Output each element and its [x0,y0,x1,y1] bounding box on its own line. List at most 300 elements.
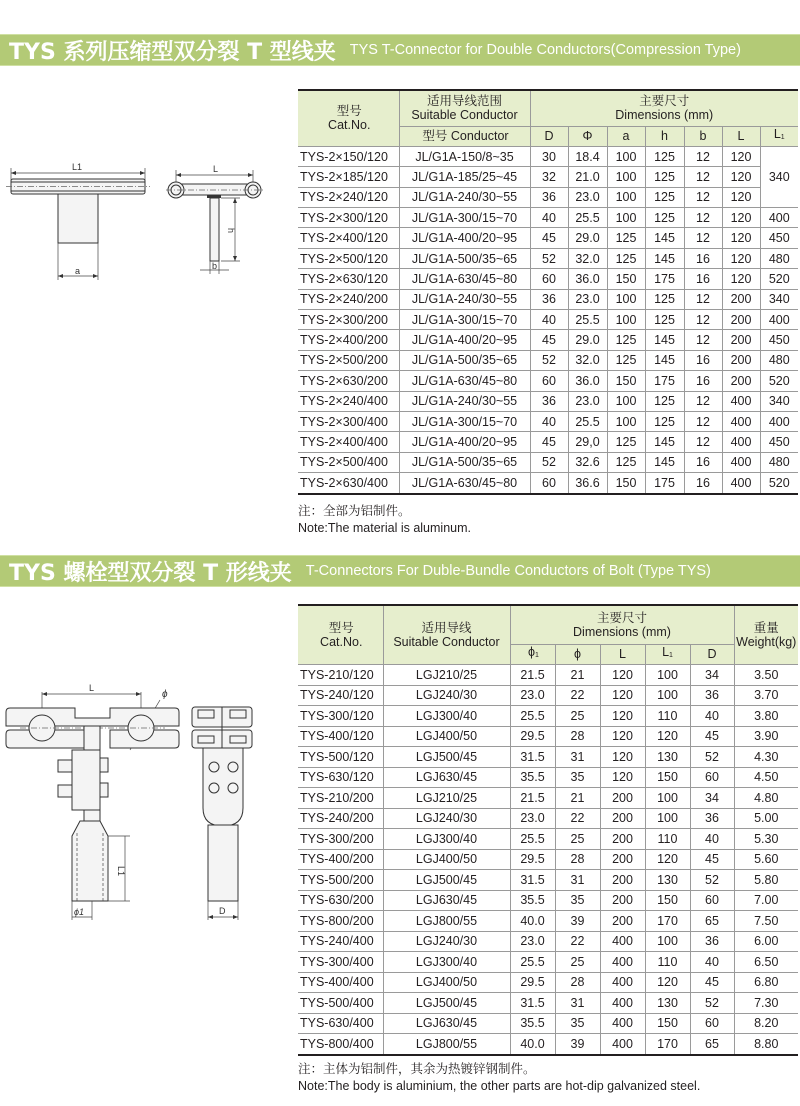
table-cell: 25.5 [510,952,555,973]
table-row [298,371,798,391]
table-row [298,685,798,706]
table-cell: 45 [690,726,734,747]
table-cell: 125 [607,228,645,248]
table-cell: 40 [690,829,734,850]
table-cell: 125 [607,350,645,370]
table-cell: 3.70 [734,685,798,706]
table-row [298,1034,798,1055]
table-cell: JL/G1A-150/8~35 [399,146,530,166]
table-cell: 36 [530,391,568,411]
table-cell: 23.0 [568,187,607,207]
table-row [298,1013,798,1034]
table-cell: JL/G1A-240/30~55 [399,187,530,207]
table-cell: 125 [645,208,684,228]
table-cell: 145 [645,452,684,472]
table-cell: 400 [760,208,798,228]
table-cell: 16 [684,473,722,494]
col-header-phi: ϕ [555,644,600,665]
table-cell: 31.5 [510,747,555,768]
table-cell: TYS-240/400 [298,931,383,952]
table-cell: 145 [645,228,684,248]
table-cell: 29,0 [568,432,607,452]
col-header-phi1: ϕ1 [510,644,555,665]
table-cell: 145 [645,330,684,350]
table-cell: 400 [600,972,645,993]
table-row [298,972,798,993]
table-cell: 40 [530,411,568,431]
table-cell: 52 [530,452,568,472]
table-cell: 22 [555,685,600,706]
table-cell: 25 [555,829,600,850]
table-cell: LGJ500/45 [383,870,510,891]
table-cell: 100 [645,665,690,686]
table-cell: 200 [600,808,645,829]
table-cell: 60 [530,269,568,289]
table-cell: TYS-210/120 [298,665,383,686]
table-cell: 3.80 [734,706,798,727]
table-cell: 32.0 [568,248,607,268]
section1-title-en: TYS T-Connector for Double Conductors(Compression Type) [349,42,741,58]
table-cell: JL/G1A-240/30~55 [399,391,530,411]
table-cell: TYS-630/120 [298,767,383,788]
section2-title-cn: TYS 螺栓型双分裂 T 形线夹 [9,560,292,586]
table-cell: 100 [645,808,690,829]
col-header-phi: Φ [568,126,607,146]
table-cell: 40 [530,310,568,330]
table-row [298,146,798,166]
col-header-L: L [600,644,645,665]
table-cell: 200 [600,870,645,891]
table-row [298,726,798,747]
table-cell: 340 [760,391,798,411]
table-cell: 120 [645,972,690,993]
table-cell: 400 [722,452,760,472]
table-cell: 16 [684,248,722,268]
section1-note [298,503,471,537]
table-cell: 45 [530,330,568,350]
table-cell: 7.50 [734,911,798,932]
col-header-cat-no: 型号 Cat.No. [298,90,399,146]
table-cell: 7.00 [734,890,798,911]
table-row [298,890,798,911]
table-cell: TYS-800/400 [298,1034,383,1055]
table-cell: TYS-2×630/400 [298,473,399,494]
table-cell: 200 [600,911,645,932]
compression-connector-front-diagram [0,150,160,290]
table-cell: 35.5 [510,1013,555,1034]
table-cell: 45 [690,849,734,870]
table-cell: 125 [645,187,684,207]
table-cell: 150 [607,473,645,494]
col-header-D: D [690,644,734,665]
table-cell: 52 [530,350,568,370]
section2-header-bar [0,555,800,587]
table-cell: 18.4 [568,146,607,166]
table-cell: LGJ240/30 [383,685,510,706]
table-cell: LGJ630/45 [383,1013,510,1034]
table-cell: 34 [690,665,734,686]
col-header-cat-no: 型号 Cat.No. [298,605,383,665]
table-cell: 340 [760,289,798,309]
table-cell: 120 [722,187,760,207]
table-cell: 23.0 [568,289,607,309]
table-cell: LGJ500/45 [383,993,510,1014]
table-row [298,767,798,788]
table-cell: 30 [530,146,568,166]
table-cell: 120 [722,167,760,187]
table-cell: 120 [600,747,645,768]
table-cell: 45 [690,972,734,993]
table-cell: 125 [607,248,645,268]
table-cell: TYS-240/200 [298,808,383,829]
table-cell: 4.30 [734,747,798,768]
table-cell: 480 [760,452,798,472]
table-row [298,706,798,727]
table-row [298,931,798,952]
table-cell: LGJ300/40 [383,706,510,727]
compression-connector-table [298,89,798,495]
table-cell: 170 [645,911,690,932]
table-cell: LGJ240/30 [383,808,510,829]
table-cell: 100 [607,208,645,228]
table-cell: 120 [600,706,645,727]
table-cell: LGJ240/30 [383,931,510,952]
table-cell: TYS-800/200 [298,911,383,932]
table-cell: 23.0 [510,808,555,829]
table-cell: 120 [600,767,645,788]
table-cell: 125 [607,432,645,452]
table-cell: TYS-500/200 [298,870,383,891]
table-cell: 25.5 [568,411,607,431]
table-cell: 200 [600,829,645,850]
table-cell: 12 [684,208,722,228]
col-header-L: L [722,126,760,146]
table-cell: 12 [684,228,722,248]
table-cell: 29.5 [510,849,555,870]
table-cell: 120 [600,726,645,747]
table-cell: 120 [645,849,690,870]
table-cell: 450 [760,228,798,248]
table-cell: 200 [600,849,645,870]
table-cell: 31 [555,993,600,1014]
col-header-a: a [607,126,645,146]
table-cell: 22 [555,808,600,829]
table-cell: 12 [684,432,722,452]
section1-title-cn: TYS 系列压缩型双分裂 T 型线夹 [9,39,336,65]
col-header-dimensions: 主要尺寸 Dimensions (mm) [510,605,734,644]
table-cell: TYS-400/400 [298,972,383,993]
table-cell: TYS-2×240/200 [298,289,399,309]
table-cell: 65 [690,911,734,932]
table-cell: 125 [645,146,684,166]
table-cell: 28 [555,849,600,870]
table-cell: 8.80 [734,1034,798,1055]
table-row [298,952,798,973]
table-cell: 200 [600,788,645,809]
table-cell: 40 [690,706,734,727]
table-cell: LGJ300/40 [383,829,510,850]
table-cell: JL/G1A-300/15~70 [399,411,530,431]
table-cell: 52 [690,747,734,768]
table-cell: TYS-2×500/200 [298,350,399,370]
table-cell: 52 [690,870,734,891]
col-header-L1: L1 [645,644,690,665]
table-cell: 120 [722,208,760,228]
table-cell: 100 [607,146,645,166]
table-cell: 40 [690,952,734,973]
table-cell: 120 [722,228,760,248]
table-row [298,473,798,494]
table-cell: 12 [684,167,722,187]
table-cell: TYS-400/200 [298,849,383,870]
table-cell: 6.00 [734,931,798,952]
label-L: L [213,164,219,174]
table-row [298,849,798,870]
table-cell: 150 [607,371,645,391]
table-row [298,269,798,289]
table-cell: 145 [645,432,684,452]
table-cell: 100 [645,685,690,706]
table-cell: 120 [645,726,690,747]
table-cell: JL/G1A-630/45~80 [399,371,530,391]
table-cell: 29.0 [568,330,607,350]
label-L1-bolt: L1 [116,866,126,877]
col-header-b: b [684,126,722,146]
table-cell: 8.20 [734,1013,798,1034]
table-row [298,289,798,309]
table-cell: 12 [684,310,722,330]
table-cell: 22 [555,931,600,952]
table-cell: 29.5 [510,972,555,993]
table-cell: 120 [600,685,645,706]
table-cell: TYS-2×240/120 [298,187,399,207]
section1-header-bar [0,34,800,66]
table-cell: 12 [684,330,722,350]
table-cell: LGJ300/40 [383,952,510,973]
table-cell: TYS-630/400 [298,1013,383,1034]
table-cell: 125 [645,167,684,187]
table-cell: 200 [722,350,760,370]
table-cell: TYS-300/200 [298,829,383,850]
section1-note-en: Note:The material is aluminum. [298,521,471,535]
table-cell: 21.5 [510,665,555,686]
table-cell: 110 [645,706,690,727]
col-header-D: D [530,126,568,146]
table-cell: 175 [645,473,684,494]
label-phi: ϕ [162,689,168,700]
table-cell: JL/G1A-630/45~80 [399,269,530,289]
table-cell: 65 [690,1034,734,1055]
table-cell: 400 [760,310,798,330]
table-cell: LGJ800/55 [383,911,510,932]
table-row [298,747,798,768]
table-row [298,870,798,891]
table-row [298,829,798,850]
table-cell: 31 [555,747,600,768]
table-cell: TYS-2×400/200 [298,330,399,350]
table-cell: 100 [607,167,645,187]
table-cell: 25.5 [568,310,607,330]
table-row [298,228,798,248]
table-cell: 100 [607,411,645,431]
table-cell: TYS-400/120 [298,726,383,747]
table-cell: TYS-2×300/120 [298,208,399,228]
table-cell: TYS-500/120 [298,747,383,768]
table-cell: 35 [555,890,600,911]
table-cell: 36.0 [568,269,607,289]
table-cell: 520 [760,269,798,289]
table-cell: 100 [607,289,645,309]
table-row [298,452,798,472]
table-cell: 175 [645,371,684,391]
table-cell: 23.0 [568,391,607,411]
table-cell: TYS-2×630/200 [298,371,399,391]
table-cell: 400 [600,931,645,952]
table-cell: 110 [645,829,690,850]
table-row [298,665,798,686]
table-cell: 25 [555,952,600,973]
table-cell: 16 [684,371,722,391]
bolt-connector-table [298,604,798,1056]
table-row [298,208,798,228]
table-cell: 16 [684,269,722,289]
table-cell: JL/G1A-185/25~45 [399,167,530,187]
table-cell: 130 [645,870,690,891]
table-cell: TYS-2×150/120 [298,146,399,166]
table-cell: 100 [645,931,690,952]
table-cell: 21.0 [568,167,607,187]
table-cell: TYS-2×400/120 [298,228,399,248]
table-row [298,993,798,1014]
table-cell: 36 [690,808,734,829]
table-cell: 3.90 [734,726,798,747]
col-header-weight: 重量 Weight(kg) [734,605,798,665]
table-cell: 39 [555,1034,600,1055]
table-cell: TYS-2×300/400 [298,411,399,431]
table-row [298,808,798,829]
table-cell: 35 [555,1013,600,1034]
col-header-suitable-conductor: 适用导线 Suitable Conductor [383,605,510,665]
table-cell: TYS-2×630/120 [298,269,399,289]
table-cell: 36 [690,931,734,952]
table-cell: LGJ500/45 [383,747,510,768]
table-cell: 28 [555,726,600,747]
table-cell: 120 [722,146,760,166]
table-cell: JL/G1A-630/45~80 [399,473,530,494]
table-cell: 200 [600,890,645,911]
table-cell: JL/G1A-240/30~55 [399,289,530,309]
table-cell: 36 [530,187,568,207]
table-cell: 31 [555,870,600,891]
table-cell: 45 [530,432,568,452]
table-cell: 40 [530,208,568,228]
table-cell: 16 [684,452,722,472]
table-cell: TYS-2×240/400 [298,391,399,411]
col-header-h: h [645,126,684,146]
table-cell: 450 [760,432,798,452]
table-cell: JL/G1A-500/35~65 [399,350,530,370]
table-cell: LGJ630/45 [383,767,510,788]
table-cell: 125 [607,452,645,472]
table-cell: 52 [530,248,568,268]
table-cell: JL/G1A-500/35~65 [399,248,530,268]
table-cell: 100 [607,310,645,330]
table-cell: 36.0 [568,371,607,391]
label-D: D [219,906,226,916]
table-cell: 23.0 [510,931,555,952]
table-cell: LGJ400/50 [383,726,510,747]
table-cell: 32.6 [568,452,607,472]
table-cell: LGJ400/50 [383,849,510,870]
section2-note [298,1061,700,1095]
table-cell: 60 [690,767,734,788]
table-cell: 32.0 [568,350,607,370]
table-cell: 120 [600,665,645,686]
table-cell: 400 [600,993,645,1014]
table-cell: 34 [690,788,734,809]
label-phi1: ϕ1 [74,907,85,917]
table-cell: 40.0 [510,1034,555,1055]
table-cell: 450 [760,330,798,350]
table-cell: LGJ630/45 [383,890,510,911]
table-cell: 125 [645,310,684,330]
table-cell: 100 [607,391,645,411]
table-cell: TYS-2×400/400 [298,432,399,452]
table-cell: 5.60 [734,849,798,870]
table-cell: 400 [722,411,760,431]
table-cell: JL/G1A-500/35~65 [399,452,530,472]
label-L-bolt: L [89,683,95,693]
col-header-dimensions: 主要尺寸 Dimensions (mm) [530,90,798,126]
table-cell: 52 [690,993,734,1014]
table-cell: TYS-300/120 [298,706,383,727]
table-cell: 200 [722,330,760,350]
bolt-connector-side-diagram [188,670,268,930]
table-cell: 60 [690,1013,734,1034]
table-cell: 21 [555,665,600,686]
col-header-suitable-conductor: 适用导线范围 Suitable Conductor [399,90,530,126]
section2-note-cn: 注：主体为铝制件，其余为热镀锌钢制件。 [298,1062,536,1076]
table-row [298,248,798,268]
table-row [298,391,798,411]
table-cell: 35.5 [510,767,555,788]
table-cell: 32 [530,167,568,187]
table-cell: TYS-240/120 [298,685,383,706]
table-cell: 6.50 [734,952,798,973]
table-cell: 12 [684,187,722,207]
table-cell: 150 [645,767,690,788]
table-cell: 100 [607,187,645,207]
table-cell: 12 [684,146,722,166]
table-cell: 21 [555,788,600,809]
table-cell: 150 [645,890,690,911]
table-cell: 40.0 [510,911,555,932]
compression-connector-side-diagram [162,150,282,290]
table-cell: 125 [645,289,684,309]
table-cell: 120 [722,248,760,268]
table-cell: 100 [645,788,690,809]
table-cell: 150 [645,1013,690,1034]
col-header-conductor-type: 型号 Conductor [399,126,530,146]
table-cell: 145 [645,248,684,268]
table-cell: TYS-630/200 [298,890,383,911]
table-cell: 480 [760,248,798,268]
table-cell: 4.50 [734,767,798,788]
section1-note-cn: 注：全部为铝制件。 [298,504,411,518]
table-cell: 29.0 [568,228,607,248]
table-cell: 36 [530,289,568,309]
table-row [298,310,798,330]
